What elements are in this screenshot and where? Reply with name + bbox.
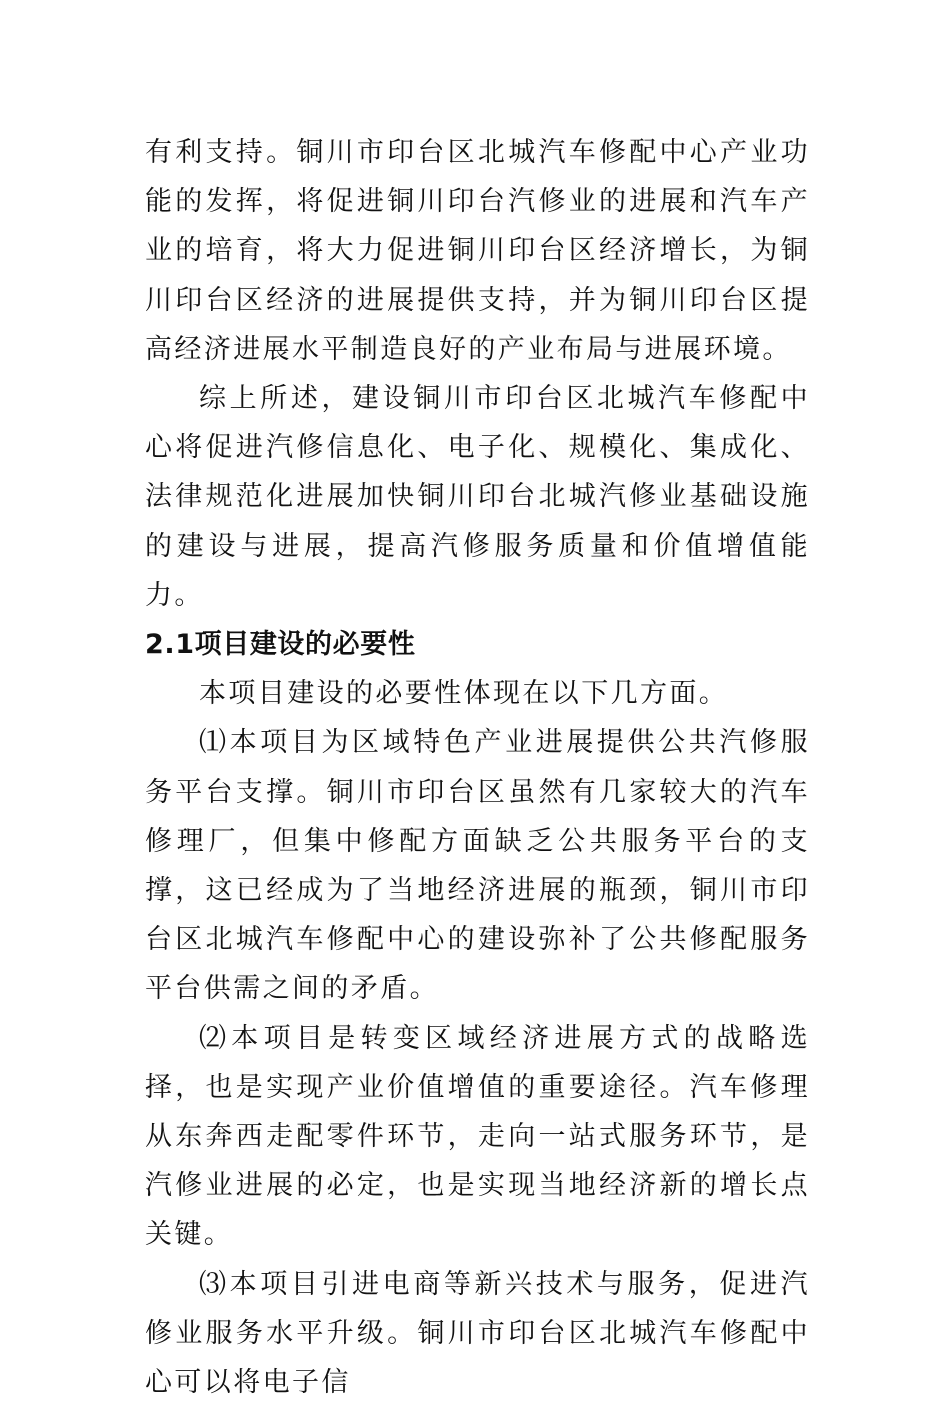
section-heading: 2.1项目建设的必要性 — [145, 629, 416, 661]
paragraph-summary: 综上所述，建设铜川市印台区北城汽车修配中心将促进汽修信息化、电子化、规模化、集成化、法律规范化进展加快铜川印台北城汽修业基础设施的建设与进展，提高汽修服务质量和价值增值能力。 — [145, 383, 810, 611]
paragraph-point-1: ⑴本项目为区域特色产业进展提供公共汽修服务平台支撑。铜川市印台区虽然有几家较大的汽车修理厂，但集中修配方面缺乏公共服务平台的支撑，这已经成为了当地经济进展的瓶颈，铜川市印台区北城汽车修配中心的建设弥补了公共修配服务平台供需之间的矛盾。 — [145, 727, 810, 1005]
paragraph-point-3: ⑶本项目引进电商等新兴技术与服务，促进汽修业服务水平升级。铜川市印台区北城汽车修配中心可以将电子信 — [145, 1268, 810, 1399]
document-page — [145, 128, 810, 1407]
paragraph-continuation: 有利支持。铜川市印台区北城汽车修配中心产业功能的发挥，将促进铜川印台汽修业的进展和汽车产业的培育，将大力促进铜川印台区经济增长，为铜川印台区经济的进展提供支持，并为铜川印台区提高经济进展水平制造良好的产业布局与进展环境。 — [145, 137, 810, 365]
paragraph-intro: 本项目建设的必要性体现在以下几方面。 — [199, 678, 729, 710]
paragraph-point-2: ⑵本项目是转变区域经济进展方式的战略选择，也是实现产业价值增值的重要途径。汽车修理从东奔西走配零件环节，走向一站式服务环节，是汽修业进展的必定，也是实现当地经济新的增长点关键。 — [145, 1022, 810, 1251]
